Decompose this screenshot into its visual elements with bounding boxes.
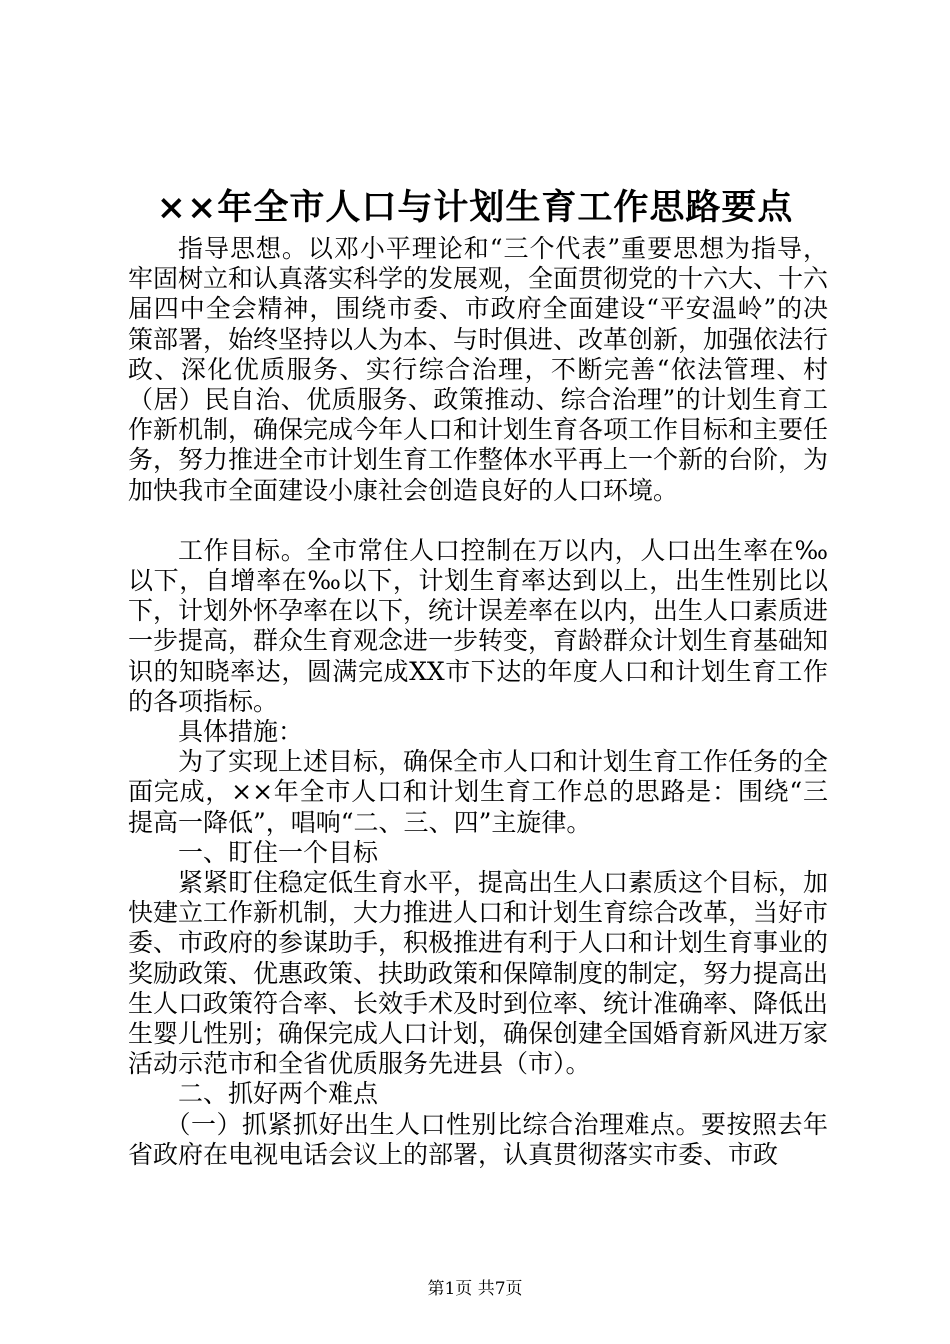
paragraph-measures-heading: 具体措施：: [178, 717, 304, 747]
paragraph-sex-ratio: （一）抓紧抓好出生人口性别比综合治理难点。要按照去年省政府在电视电话会议上的部署，认真贯彻落实市委、市政: [128, 1109, 828, 1169]
paragraph-overall-approach: 为了实现上述目标，确保全市人口和计划生育工作任务的全面完成，××年全市人口和计划生育工作总的思路是：围绕“三提高一降低”，唱响“二、三、四”主旋律。: [128, 747, 829, 837]
paragraph-one-goal: 紧紧盯住稳定低生育水平，提高出生人口素质这个目标，加快建立工作新机制，大力推进人口和计划生育综合改革，当好市委、市政府的参谋助手，积极推进有利于人口和计划生育事业的奖励政策、优惠政策、扶助政策和保障制度的制定，努力提高出生人口政策符合率、长效手术及时到位率、统计准确率、降低出生婴儿性别；确保完成人口计划，确保创建全国婚育新风进万家活动示范市和全省优质服务先进县（市）。: [128, 868, 829, 1079]
section-heading-two-difficulties: 二、抓好两个难点: [178, 1079, 379, 1109]
document-body: [128, 234, 828, 1170]
paragraph-work-goals: 工作目标。全市常住人口控制在万以内，人口出生率在‰以下，自增率在‰以下，计划生育率达到以上，出生性别比以下，计划外怀孕率在以下，统计误差率在以内，出生人口素质进一步提高，群众生育观念进一步转变，育龄群众计划生育基础知识的知晓率达，圆满完成XX市下达的年度人口和计划生育工作的各项指标。: [128, 535, 829, 716]
paragraph-guiding-ideology: 指导思想。以邓小平理论和“三个代表”重要思想为指导，牢固树立和认真落实科学的发展观，全面贯彻党的十六大、十六届四中全会精神，围绕市委、市政府全面建设“平安温岭”的决策部署，始终坚持以人为本、与时俱进、改革创新，加强依法行政、深化优质服务、实行综合治理，不断完善“依法管理、村（居）民自治、优质服务、政策推动、综合治理”的计划生育工作新机制，确保完成今年人口和计划生育各项工作目标和主要任务，努力推进全市计划生育工作整体水平再上一个新的台阶，为加快我市全面建设小康社会创造良好的人口环境。: [128, 234, 829, 505]
document-title: ××年全市人口与计划生育工作思路要点: [156, 187, 794, 228]
section-heading-one-goal: 一、盯住一个目标: [178, 837, 379, 867]
page-number-footer: 第1页 共7页: [427, 1279, 523, 1299]
